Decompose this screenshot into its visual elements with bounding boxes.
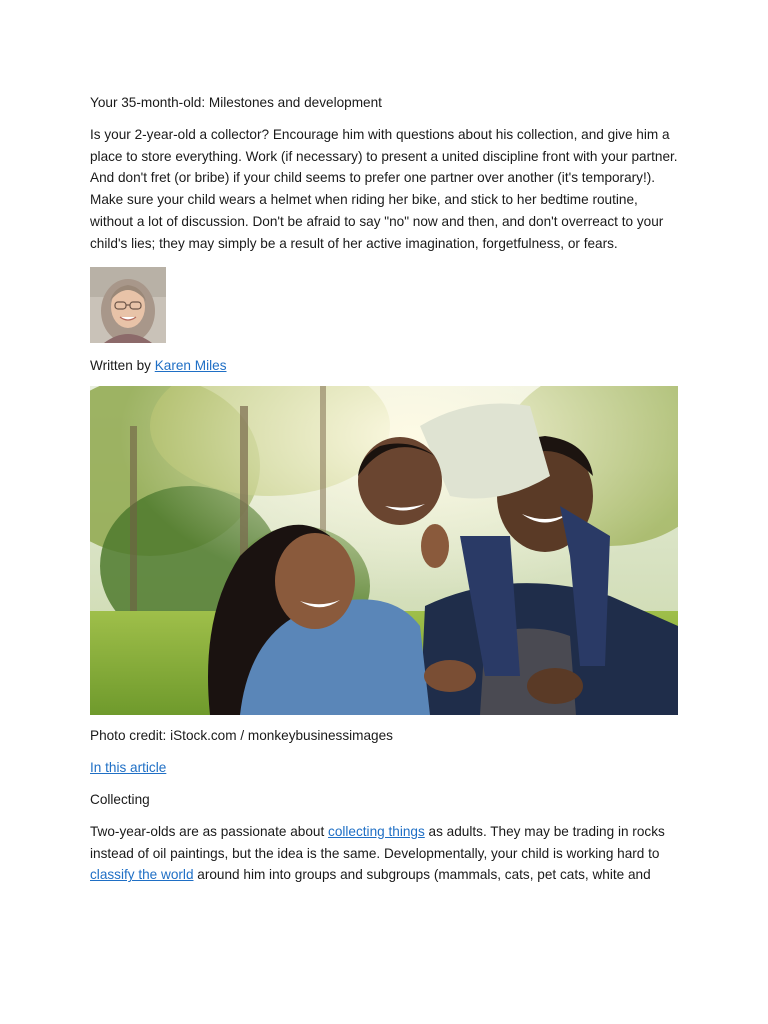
article-content: [90, 92, 680, 886]
collecting-things-link[interactable]: collecting things: [328, 823, 425, 839]
author-avatar: [90, 267, 166, 343]
body-text-2: as adults. They may be trading in rocks instead of oil paintings, but the idea is the same. Developmentally, your child is working hard to: [90, 823, 665, 861]
section-heading: Collecting: [90, 791, 150, 807]
hero-image: [90, 386, 678, 715]
byline-prefix: Written by: [90, 357, 155, 373]
classify-the-world-link[interactable]: classify the world: [90, 867, 194, 883]
photo-credit: Photo credit: iStock.com / monkeybusinessimages: [90, 728, 393, 744]
toc-paragraph: [90, 757, 680, 779]
in-this-article-link[interactable]: In this article: [90, 760, 167, 776]
body-text-1: Two-year-olds are as passionate about: [90, 823, 329, 839]
article-title: Your 35-month-old: Milestones and development: [90, 95, 382, 110]
body-paragraph: [90, 821, 680, 886]
intro-paragraph: Is your 2-year-old a collector? Encourage him with questions about his collection, and give him a place to store everything. Work (if necessary) to present a united discipline front with your partner. And don't fret (or bribe) if your child seems to prefer one partner over another (it's temporary!). Make sure your child wears a helmet when riding her bike, and stick to her bedtime routine, without a lot of discussion. Don't be afraid to say "no" now and then, and don't overreact to your child's lies; they may simply be a result of her active imagination, forgetfulness, or fears.: [90, 126, 678, 251]
byline: [90, 355, 680, 377]
author-link[interactable]: Karen Miles: [154, 357, 227, 373]
body-text-3: around him into groups and subgroups (mammals, cats, pet cats, white and: [193, 867, 651, 883]
